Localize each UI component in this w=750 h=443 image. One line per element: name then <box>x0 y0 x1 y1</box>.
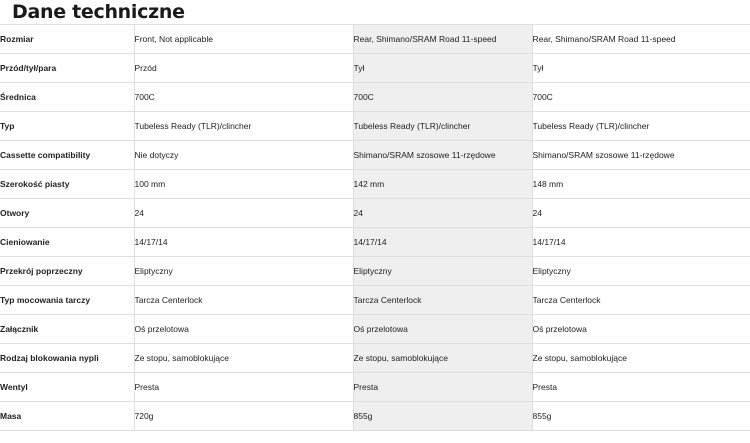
spec-value-variant-1: Tarcza Centerlock <box>134 286 353 315</box>
spec-label: Rodzaj blokowania nypli <box>0 344 134 373</box>
spec-row <box>0 315 750 344</box>
spec-row <box>0 402 750 431</box>
spec-value-variant-2: 14/17/14 <box>353 228 532 257</box>
spec-value-variant-3: Tubeless Ready (TLR)/clincher <box>532 112 750 141</box>
spec-label: Załącznik <box>0 315 134 344</box>
spec-value-variant-2: Eliptyczny <box>353 257 532 286</box>
spec-value-variant-1: Ze stopu, samoblokujące <box>134 344 353 373</box>
spec-row <box>0 257 750 286</box>
spec-value-variant-3: Ze stopu, samoblokujące <box>532 344 750 373</box>
spec-label: Średnica <box>0 83 134 112</box>
spec-value-variant-2: Tubeless Ready (TLR)/clincher <box>353 112 532 141</box>
spec-row <box>0 25 750 54</box>
spec-value-variant-1: 14/17/14 <box>134 228 353 257</box>
spec-label: Rozmiar <box>0 25 134 54</box>
spec-value-variant-3: 700C <box>532 83 750 112</box>
spec-value-variant-3: Presta <box>532 373 750 402</box>
spec-value-variant-3: 148 mm <box>532 170 750 199</box>
section-title: Dane techniczne <box>12 1 185 23</box>
spec-value-variant-1: Nie dotyczy <box>134 141 353 170</box>
spec-value-variant-1: 700C <box>134 83 353 112</box>
spec-value-variant-3: Shimano/SRAM szosowe 11-rzędowe <box>532 141 750 170</box>
spec-value-variant-1: Eliptyczny <box>134 257 353 286</box>
spec-label: Typ <box>0 112 134 141</box>
spec-value-variant-2: Shimano/SRAM szosowe 11-rzędowe <box>353 141 532 170</box>
spec-label: Typ mocowania tarczy <box>0 286 134 315</box>
spec-row <box>0 83 750 112</box>
spec-value-variant-1: Presta <box>134 373 353 402</box>
spec-label: Cieniowanie <box>0 228 134 257</box>
spec-value-variant-3: Tył <box>532 54 750 83</box>
spec-label: Masa <box>0 402 134 431</box>
specs-table <box>0 24 750 431</box>
spec-label: Szerokość piasty <box>0 170 134 199</box>
spec-value-variant-2: Presta <box>353 373 532 402</box>
spec-value-variant-2: 142 mm <box>353 170 532 199</box>
spec-row <box>0 199 750 228</box>
spec-label: Wentyl <box>0 373 134 402</box>
spec-value-variant-3: 14/17/14 <box>532 228 750 257</box>
spec-value-variant-1: Oś przelotowa <box>134 315 353 344</box>
spec-row <box>0 54 750 83</box>
spec-value-variant-2: Tył <box>353 54 532 83</box>
spec-value-variant-2: 24 <box>353 199 532 228</box>
spec-row <box>0 112 750 141</box>
spec-row <box>0 141 750 170</box>
spec-value-variant-2: Oś przelotowa <box>353 315 532 344</box>
spec-value-variant-1: 24 <box>134 199 353 228</box>
spec-value-variant-2: 855g <box>353 402 532 431</box>
spec-value-variant-2: 700C <box>353 83 532 112</box>
spec-row <box>0 286 750 315</box>
spec-label: Cassette compatibility <box>0 141 134 170</box>
spec-value-variant-3: Eliptyczny <box>532 257 750 286</box>
spec-value-variant-3: 24 <box>532 199 750 228</box>
spec-value-variant-1: Front, Not applicable <box>134 25 353 54</box>
spec-value-variant-3: Rear, Shimano/SRAM Road 11-speed <box>532 25 750 54</box>
spec-value-variant-2: Ze stopu, samoblokujące <box>353 344 532 373</box>
spec-label: Przekrój poprzeczny <box>0 257 134 286</box>
spec-value-variant-1: 100 mm <box>134 170 353 199</box>
spec-value-variant-3: 855g <box>532 402 750 431</box>
spec-row <box>0 373 750 402</box>
spec-label: Przód/tył/para <box>0 54 134 83</box>
spec-row <box>0 170 750 199</box>
spec-value-variant-2: Rear, Shimano/SRAM Road 11-speed <box>353 25 532 54</box>
spec-value-variant-1: Przód <box>134 54 353 83</box>
spec-value-variant-3: Oś przelotowa <box>532 315 750 344</box>
spec-value-variant-2: Tarcza Centerlock <box>353 286 532 315</box>
spec-value-variant-3: Tarcza Centerlock <box>532 286 750 315</box>
spec-value-variant-1: 720g <box>134 402 353 431</box>
spec-row <box>0 228 750 257</box>
spec-label: Otwory <box>0 199 134 228</box>
specs-table-body <box>0 25 750 431</box>
spec-value-variant-1: Tubeless Ready (TLR)/clincher <box>134 112 353 141</box>
spec-row <box>0 344 750 373</box>
